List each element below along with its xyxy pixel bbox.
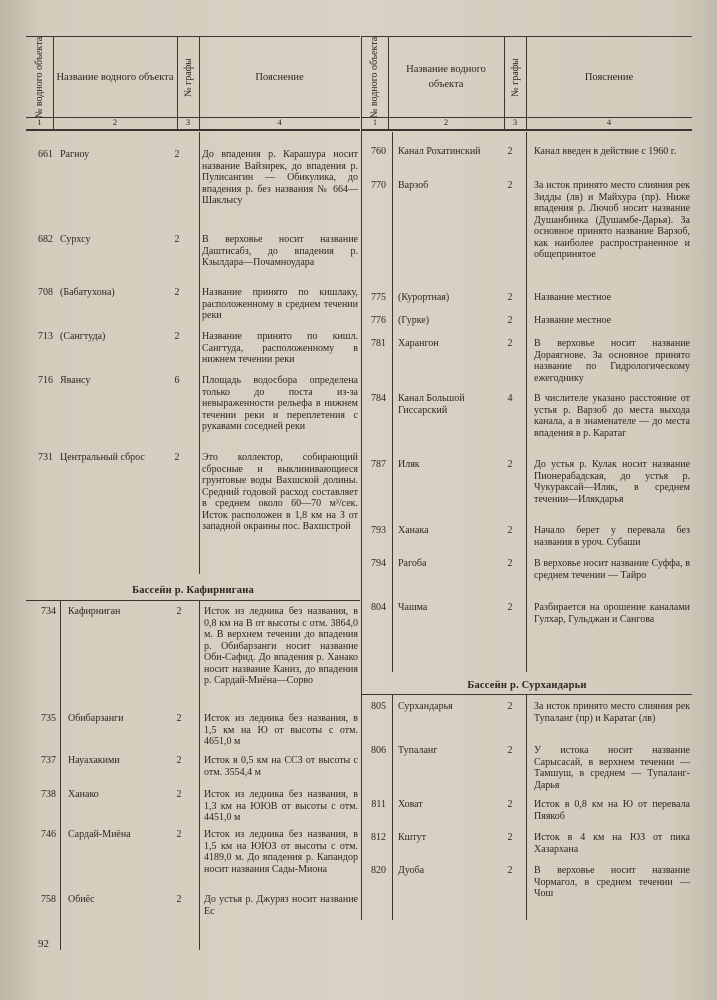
table-header [26,36,360,118]
header-object-number: № водного объекта [34,36,45,118]
table-header [362,36,692,118]
column-numbers: 1 2 3 4 [26,116,360,131]
column-numbers: 1 2 3 4 [362,116,692,131]
basin-title: Бассейн р. Кафирнигана [132,585,254,596]
page-number: 92 [38,938,49,950]
header-column-number: № графы [509,57,521,97]
left-table: № водного объекта Название водного объекта № графы Пояснение 1 2 3 4 661 Рагноу 2 До впадения р. Карашура носит название Вайзирек, до впадения р. Пулисангин — Обикулика, до впадения р. без названия № 664— Шаклысу 682 Сурхсу 2 В верховье носит название Даштисабз, до впадения р. Кзылдара—Почамноудара 708 (Бабатухона) 2 Название принято по кишлаку, расположенному в среднем течении реки 713 (Сангтуда) 2 Название принято по кишл. Сангтуда, расположенному в нижнем течении реки 716 Явансу 6 Площадь водосбора определена только до поста из-за невыраженности рельефа в нижнем течении реки и переплетения с рукавами соседней реки 731 Центральный сброс 2 Это коллектор, собирающий сбросные и выклинивающиеся грунтовые воды Вахшской долины. Средний годовой расход составляет в среднем около 60—70 м³/сек. Исток расположен в 1,8 км на З от западной окраины пос. Вахшстрой Бассейн р. Кафирнигана 734 Кафирниган 2 Исток из ледника без названия, в 0,8 км на В от высоты с отм. 3864,0 м. В верхнем течении до впадения р. Обибарзанги носит название Оби-Сафид. До впадения р. Ханако носит название Каниз, до впадения р. Сардай-Миёна—Сорво 735 Обибарзанги 2 Исток из ледника без названия, в 1,5 км на Ю от высоты с отм. 4651,0 м 737 Науахакими 2 Исток в 0,5 км на ССЗ от высоты с отм. 3554,4 м 738 Ханако 2 Исток из ледника без названия, в 1,3 км на ЮЮВ от высоты с отм. 4451,0 м 746 Сардай-Миёна 2 Исток из ледника без названия, в 1,5 км на ЮЮЗ от высоты с отм. 4189,0 м. До впадения р. Капандор носит названия Сады-Миона 758 Обиёс 2 До устья р. Джуряз носит название Ес [26,36,360,941]
right-table: № водного объекта Название водного объекта № графы Пояснение 1 2 3 4 760 Канал Рохатинский 2 Канал введен в действие с 1960 г. 770 Варзоб 2 За исток принято место слияния рек Зидды (лв) и Майхура (пр). Ниже впадения р. Лючоб носит название Душанбинка (Душамбе-Дарья). За основное принято название Варзоб, как наиболее распространенное и общепринятое 775 (Курортная) 2 Название местное 776 (Гурке) 2 Название местное 781 Харангон 2 В верховье носит название Доpaягнове. За основное принято название по Гидрологическому ежегоднику 784 Канал Большой Гиссарский 4 В числителе указано расстояние от устья р. Варзоб до места выхода канала, а в знаменателе — до места впадения в р. Каратаг 787 Иляк 2 До устья р. Кулак носит название Пионерабадская, до устья р. Чукураксай—Иляк, в среднем течении—Илякдарья 793 Ханака 2 Начало берет у перевала без названия в уроч. Субаши 794 Рагоба 2 В верховье носит название Суффа, в среднем течении — Тайро 804 Чашма 2 Разбирается на орошение каналами Гулхар, Гульджан и Сангова Бассейн р. Сурхандарьи 805 Сурхандарья 2 За исток принято место слияния рек Тупаланг (пр) и Каратаг (лв) 806 Тупаланг 2 У истока носит название Сарысасай, в верхнем течении — Тамшуш, в среднем — Тупаланг-Дарья 811 Ховат 2 Исток в 0,8 км на Ю от перевала Пяякоб 812 Кштут 2 Исток в 4 км на ЮЗ от пика Хазархана 820 Дуоба 2 В верховье носит название Чормагол, в среднем течении — Чош [362,36,692,941]
header-object-number: № водного объекта [369,36,381,118]
header-object-name: Название водного объекта [56,71,174,83]
header-explanation: Пояснение [255,71,304,83]
header-column-number: № графы [182,57,194,97]
header-object-name: Название водного объекта [406,64,486,90]
header-explanation: Пояснение [584,71,634,83]
basin-title: Бассейн р. Сурхандарьи [467,680,587,691]
